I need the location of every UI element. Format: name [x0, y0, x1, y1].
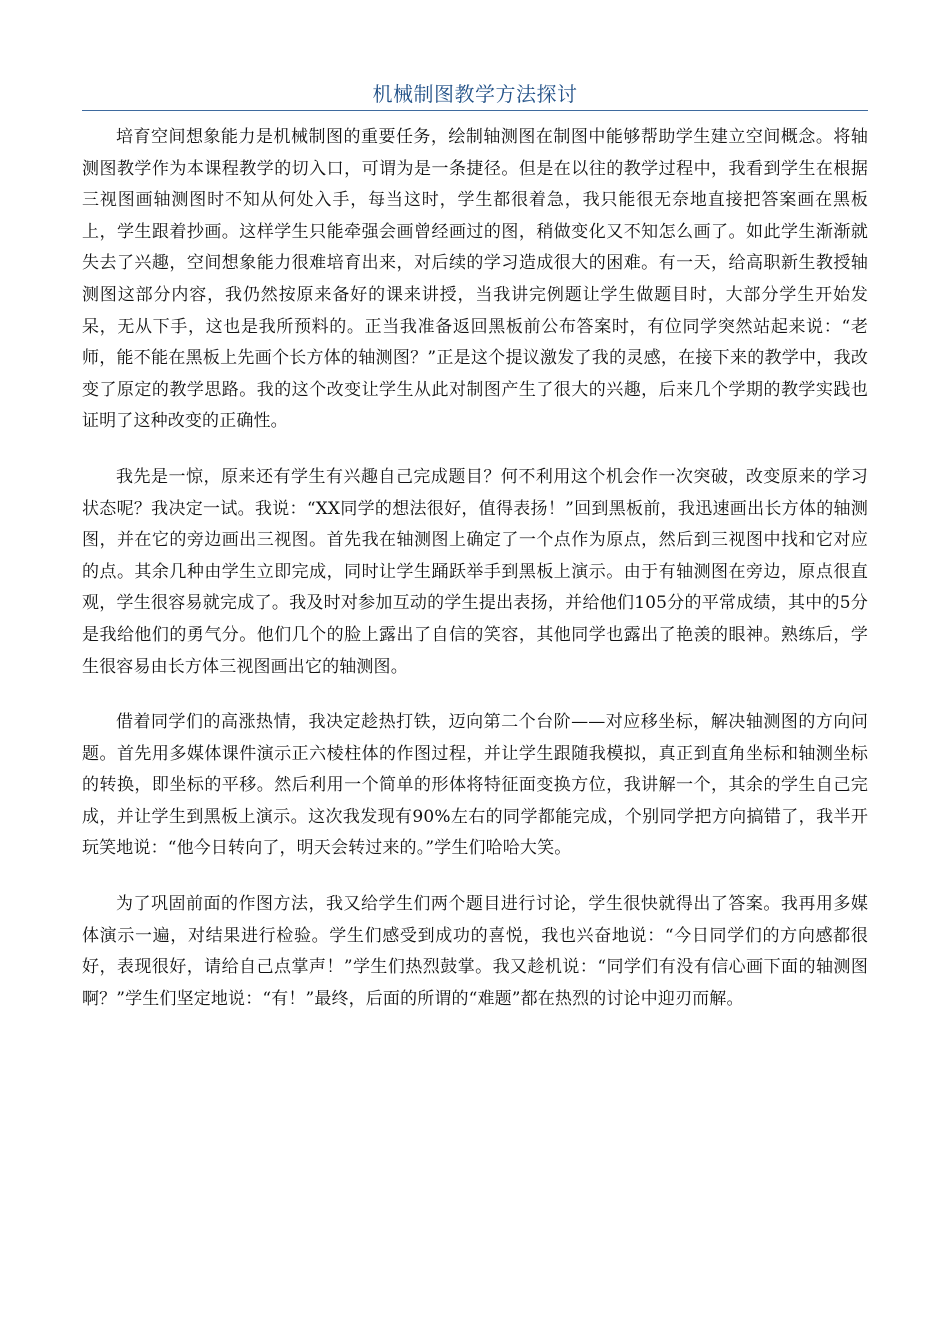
article-body: [82, 122, 868, 1039]
paragraph-3: 借着同学们的高涨热情，我决定趁热打铁，迈向第二个台阶——对应移坐标，解决轴测图的方向问题。首先用多媒体课件演示正六棱柱体的作图过程，并让学生跟随我模拟，真正到直角坐标和轴测坐标的转换，即坐标的平移。然后利用一个简单的形体将特征面变换方位，我讲解一个，其余的学生自己完成，并让学生到黑板上演示。这次我发现有90%左右的同学都能完成，个别同学把方向搞错了，我半开玩笑地说：“他今日转向了，明天会转过来的。”学生们哈哈大笑。: [82, 712, 868, 859]
paragraph-4: 为了巩固前面的作图方法，我又给学生们两个题目进行讨论，学生很快就得出了答案。我再用多媒体演示一遍，对结果进行检验。学生们感受到成功的喜悦，我也兴奋地说：“今日同学们的方向感都很好，表现很好，请给自己点掌声！”学生们热烈鼓掌。我又趁机说：“同学们有没有信心画下面的轴测图啊？”学生们坚定地说：“有！”最终，后面的所谓的“难题”都在热烈的讨论中迎刃而解。: [82, 894, 868, 1009]
paragraph-1: 培育空间想象能力是机械制图的重要任务，绘制轴测图在制图中能够帮助学生建立空间概念。将轴测图教学作为本课程教学的切入口，可谓为是一条捷径。但是在以往的教学过程中，我看到学生在根据三视图画轴测图时不知从何处入手，每当这时，学生都很着急，我只能很无奈地直接把答案画在黑板上，学生跟着抄画。这样学生只能牵强会画曾经画过的图，稍做变化又不知怎么画了。如此学生渐渐就失去了兴趣，空间想象能力很难培育出来，对后续的学习造成很大的困难。有一天，给高职新生教授轴测图这部分内容，我仍然按原来备好的课来讲授，当我讲完例题让学生做题目时，大部分学生开始发呆，无从下手，这也是我所预料的。正当我准备返回黑板前公布答案时，有位同学突然站起来说：“老师，能不能在黑板上先画个长方体的轴测图？”正是这个提议激发了我的灵感，在接下来的教学中，我改变了原定的教学思路。我的这个改变让学生从此对制图产生了很大的兴趣，后来几个学期的教学实践也证明了这种改变的正确性。: [82, 127, 868, 432]
page-header: [82, 80, 868, 111]
paragraph-2: 我先是一惊，原来还有学生有兴趣自己完成题目？何不利用这个机会作一次突破，改变原来的学习状态呢？我决定一试。我说：“XX同学的想法很好，值得表扬！”回到黑板前，我迅速画出长方体的轴测图，并在它的旁边画出三视图。首先我在轴测图上确定了一个点作为原点，然后到三视图中找和它对应的点。其余几种由学生立即完成，同时让学生踊跃举手到黑板上演示。由于有轴测图在旁边，原点很直观，学生很容易就完成了。我及时对参加互动的学生提出表扬，并给他们105分的平常成绩，其中的5分是我给他们的勇气分。他们几个的脸上露出了自信的笑容，其他同学也露出了艳羡的眼神。熟练后，学生很容易由长方体三视图画出它的轴测图。: [82, 466, 868, 677]
document-title: 机械制图教学方法探讨: [372, 82, 578, 106]
